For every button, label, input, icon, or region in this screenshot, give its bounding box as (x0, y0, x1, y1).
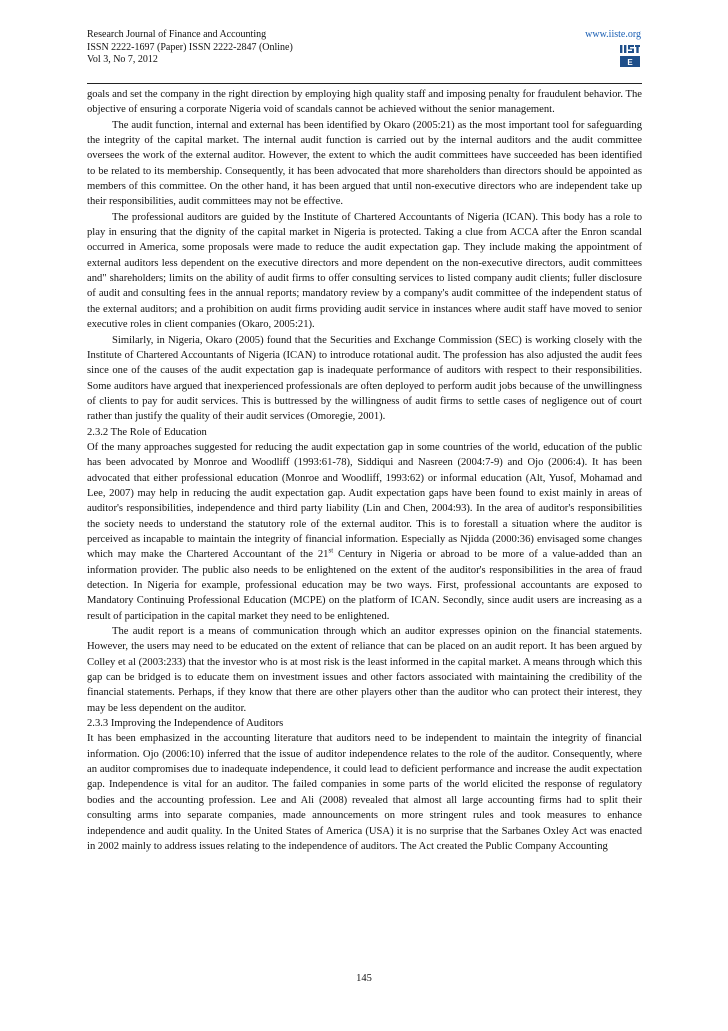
header-rule (87, 83, 642, 84)
page-number: 145 (356, 973, 372, 984)
paragraph: Similarly, in Nigeria, Okaro (2005) found that the Securities and Exchange Commission (SEC) is working closely with the Institute of Chartered Accountants of Nigeria (ICAN) to introduce rotational audit. The profession has also adjusted the audit fees since one of the causes of the audit expectation gap is inadequate performance of auditors with respect to their responsibilities. Some auditors have argued that inexperienced professionals are often deployed to perform audit jobs because of the unwillingness of clients to pay for audit services. This is buttressed by the willingness of audit firms to settle cases of negligence out of court rather than justify the quality of their audit services (Omoregie, 2001). (87, 334, 642, 423)
journal-url-link[interactable]: www.iiste.org (585, 29, 641, 40)
iiste-logo (618, 42, 642, 70)
paragraph: goals and set the company in the right direction by employing high quality staff and imposing penalty for fraudulent behavior. The objective of ensuring a corporate Nigeria void of scandals cannot be achieved without the senior management. (87, 89, 642, 116)
paragraph: The professional auditors are guided by the Institute of Chartered Accountants of Nigeria (ICAN). This body has a role to play in ensuring that the dignity of the capital market in Nigeria is protected. Taking a clue from ACCA after the Enron scandal occurred in America, some proposals were made to reduce the audit expectation gap. They include making the appointment of external auditors less dependent on the executive directors and more dependent on the non-executive directors, audit committees and" shareholders; limits on the ability of audit firms to offer consulting services to listed company audit clients; fuller disclosure of audit and consulting fees in the annual reports; mandatory review by a company's audit committee of the independent status of the external auditors; and a prohibition on audit firms providing audit service in instances where audit staff have moved to senior executive roles in client companies (Okaro, 2005:21). (87, 211, 642, 331)
issn-line: ISSN 2222-1697 (Paper) ISSN 2222-2847 (Online) (87, 41, 293, 53)
paragraph (87, 440, 642, 624)
journal-title: Research Journal of Finance and Accounting (87, 29, 267, 40)
section-heading-2-3-3: 2.3.3 Improving the Independence of Auditors (87, 718, 284, 730)
section-heading-2-3-2: 2.3.2 The Role of Education (87, 426, 207, 438)
page-header (87, 29, 642, 85)
paragraph: The audit report is a means of communication through which an auditor expresses opinion on the financial statements. However, the users may need to be educated on the extent of reliance that can be placed on an audit report. It has been argued by Colley et al (2003:233) that the investor who is at most risk is the least informed in the capital market. A means through which this gap can be bridged is to educate them on investment issues and other factors associated with maintaining the credibility of the financial statements. Perhaps, if they know that there are other players other than the auditor who can protect their interest, they may be less dependent on the auditor. (87, 626, 642, 714)
paragraph-text: Century in Nigeria or abroad to be more of a value-added than an information provider. The public also needs to be enlightened on the extent of the auditor's responsibilities in the area of fraud detection. In Nigeria for example, professional education may be two ways. First, professional accountants are exposed to Mandatory Continuing Professional Education (MCPE) on the platform of ICAN. Secondly, since audit users are increasing as a result of participation in the capital market they need to be enlightened. (87, 549, 642, 622)
paragraph: It has been emphasized in the accounting literature that auditors need to be independent to maintain the integrity of financial information. Ojo (2006:10) inferred that the issue of auditor independence relates to the role of the auditor. Consequently, where an auditor compromises due to inadequate independence, it could lead to deficient performance and increase the audit expectation gap. Independence is vital for an auditor. The failed companies in some parts of the world elicited the response of regulatory bodies and the accounting profession. Lee and Ali (2008) revealed that almost all large accounting firms had to split their consulting arms into separate companies, made announcements on more stringent rules and took measures to enhance independence and audit quality. In the United States of America (USA) it is no surprise that the Sarbanes Oxley Act was enacted in 2002 mainly to address issues relating to the independence of auditors. The Act created the Public Company Accounting (87, 733, 642, 852)
volume-line: Vol 3, No 7, 2012 (87, 54, 158, 66)
paragraph-text: Of the many approaches suggested for reducing the audit expectation gap in some countries of the world, education of the public has been advocated by Monroe and Woodliff (1993:61-78), Siddiqui and Nasreen (2004:7-9) and Ojo (2006:4). It has been advocated that either professional education (Monroe and Woodliff, 1993:62) or informal education (Alt, Yusof, Mohamad and Lee, 2007) may help in reducing the audit expectation gap. Audit expectation gaps have been found to exist mainly in areas of auditor's responsibilities, independence and third party liability (Lin and Chen, 2004:93). In the area of auditor's responsibilities the society needs to understand the statutory role of the external auditor. This is to forestall a situation where the auditor is perceived as incapable to maintain the integrity of financial information. Especially as Njidda (2000:36) envisaged some changes which may make the Chartered Accountant of the 21 (87, 441, 642, 561)
svg-text:E: E (627, 58, 633, 67)
paragraph: The audit function, internal and external has been identified by Okaro (2005:21) as the most important tool for safeguarding the integrity of the capital market. The internal audit function is carried out by the internal auditors and the audit committee oversees the work of the external auditor. However, the extent to which the audit committees have succeeded has been identified to be related to its membership. Consequently, it has been advocated that more shareholders than directors should be appointed as members of this committee. On the other hand, it has been argued that until non-executive directors who are independent take up their responsibilities, audit committees may not be effective. (87, 119, 642, 208)
article-body (87, 87, 642, 854)
superscript: st (328, 546, 334, 555)
